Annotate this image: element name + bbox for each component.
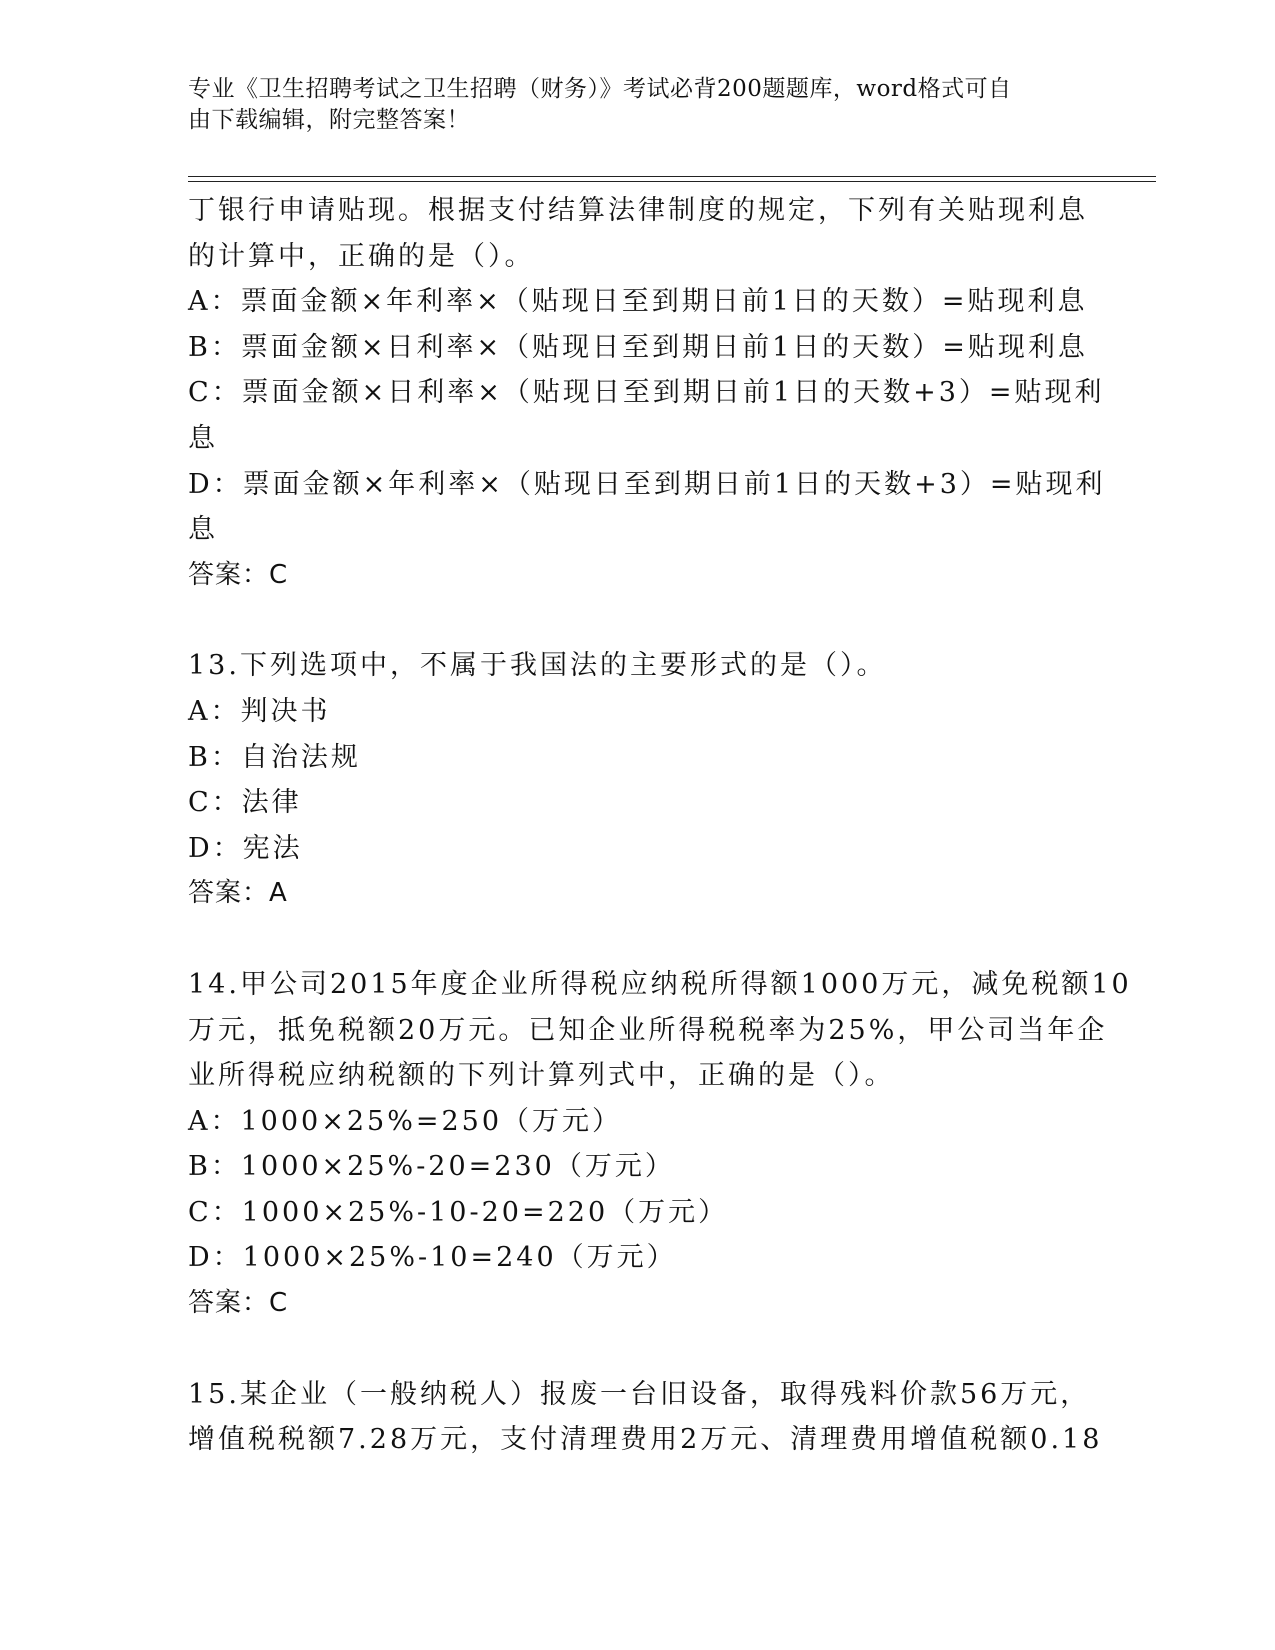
option-d: D：票面金额×年利率×（贴现日至到期日前1日的天数+3）=贴现利 [188,468,1106,500]
question-13 [188,643,1088,917]
header-divider [188,176,1156,182]
question-stem-line: 15.某企业（一般纳税人）报废一台旧设备，取得残料价款56万元， [188,1378,1091,1410]
question-12-continued [188,188,1106,598]
option-b: B：1000×25%-20=230（万元） [188,1151,675,1183]
answer: 答案：A [188,878,288,909]
option-c: C：票面金额×日利率×（贴现日至到期日前1日的天数+3）=贴现利 [188,377,1105,409]
header-line-2: 由下载编辑，附完整答案！ [188,107,470,133]
question-stem-line: 业所得税应纳税额的下列计算列式中，正确的是（）。 [188,1060,895,1092]
option-d-wrap: 息 [188,514,218,546]
question-stem-line: 万元，抵免税额20万元。已知企业所得税税率为25%，甲公司当年企 [188,1014,1108,1046]
answer: 答案：C [188,1288,289,1319]
option-c: C：法律 [188,787,302,819]
question-14 [188,962,1132,1327]
question-list [188,188,1132,1463]
document-header [188,74,1088,136]
header-line-1: 专业《卫生招聘考试之卫生招聘（财务）》考试必背200题题库，word格式可自 [188,76,1012,102]
option-b: B：票面金额×日利率×（贴现日至到期日前1日的天数）=贴现利息 [188,331,1088,363]
option-c: C：1000×25%-10-20=220（万元） [188,1196,729,1228]
option-a: A：1000×25%=250（万元） [188,1105,623,1137]
question-stem-line: 14.甲公司2015年度企业所得税应纳税所得额1000万元，减免税额10 [188,968,1132,1000]
option-b: B：自治法规 [188,741,361,773]
option-a: A：判决书 [188,695,331,727]
question-stem-line: 的计算中，正确的是（）。 [188,240,535,272]
question-stem-line: 增值税税额7.28万元，支付清理费用2万元、清理费用增值税额0.18 [188,1424,1103,1456]
option-d: D：宪法 [188,832,303,864]
option-a: A：票面金额×年利率×（贴现日至到期日前1日的天数）=贴现利息 [188,286,1088,318]
question-stem-line: 13.下列选项中，不属于我国法的主要形式的是（）。 [188,650,887,682]
option-c-wrap: 息 [188,422,218,454]
answer: 答案：C [188,559,289,590]
question-15 [188,1372,1103,1463]
question-stem-line: 丁银行申请贴现。根据支付结算法律制度的规定，下列有关贴现利息 [188,195,1088,226]
option-d: D：1000×25%-10=240（万元） [188,1242,677,1274]
